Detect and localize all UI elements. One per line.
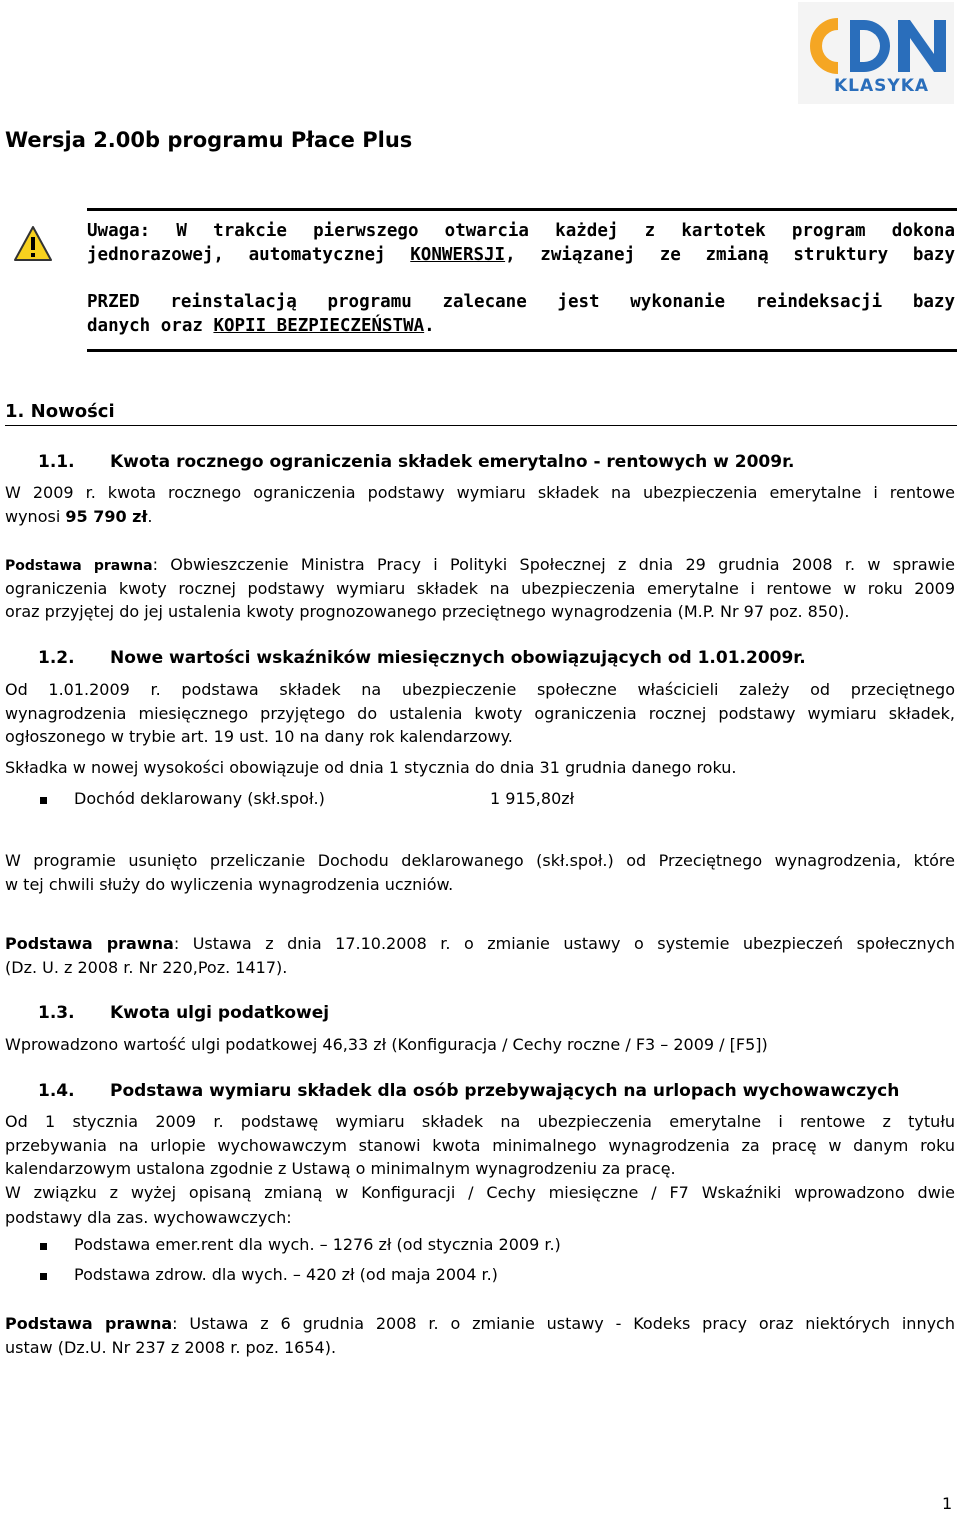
s12-p4-line2: (Dz. U. z 2008 r. Nr 220,Poz. 1417).	[5, 958, 288, 977]
warning-icon	[13, 224, 53, 264]
s11-p1-line1: W 2009 r. kwota rocznego ograniczenia podstawy wymiaru składek na ubezpieczenia emerytalne i rentowe	[5, 483, 955, 502]
s14-p1-line2: przebywania na urlopie wychowawczym stanowi kwota minimalnego wynagrodzenia za pracę w danym roku	[5, 1136, 955, 1155]
s14-heading: Podstawa wymiaru składek dla osób przebywających na urlopach wychowawczych	[110, 1081, 900, 1101]
s12-p1-line2: wynagrodzenia miesięcznego przyjętego do ustalenia kwoty ograniczenia rocznej podstawy wymiaru składek,	[5, 704, 955, 723]
s11-p2-line1: Podstawa prawna: Obwieszczenie Ministra Pracy i Polityki Społecznej z dnia 29 grudnia 2008 r. w sprawie	[5, 555, 955, 574]
s14-p2-line2: podstawy dla zas. wychowawczych:	[5, 1208, 292, 1227]
s14-bullet-1: Podstawa emer.rent dla wych. – 1276 zł (od stycznia 2009 r.)	[74, 1235, 561, 1254]
s12-p1-line1: Od 1.01.2009 r. podstawa składek na ubezpieczenie społeczne właścicieli zależy od przeciętnego	[5, 680, 955, 699]
warning-top-rule	[87, 208, 957, 211]
konwersji-link[interactable]: KONWERSJI	[410, 245, 506, 265]
s13-heading: Kwota ulgi podatkowej	[110, 1003, 330, 1023]
s11-p1-line2: wynosi 95 790 zł.	[5, 507, 153, 526]
s12-p1-line3: ogłoszonego w trybie art. 19 ust. 10 na dany rok kalendarzowy.	[5, 727, 513, 746]
s11-number: 1.1.	[38, 452, 75, 472]
s12-p3-line2: w tej chwili służy do wyliczenia wynagrodzenia uczniów.	[5, 875, 454, 894]
warning-line-2: jednorazowej, automatycznej KONWERSJI, związanej ze zmianą struktury bazy	[87, 245, 955, 265]
kopii-bezpieczenstwa-link[interactable]: KOPII BEZPIECZEŃSTWA	[213, 316, 425, 336]
s14-p1-line3: kalendarzowym ustalona zgodnie z Ustawą o minimalnym wynagrodzeniu za pracę.	[5, 1159, 676, 1178]
s14-p3-line2: ustaw (Dz.U. Nr 237 z 2008 r. poz. 1654).	[5, 1338, 337, 1357]
s12-number: 1.2.	[38, 648, 75, 668]
s11-heading: Kwota rocznego ograniczenia składek emerytalno - rentowych w 2009r.	[110, 452, 795, 472]
s12-p4-line1: Podstawa prawna: Ustawa z dnia 17.10.2008 r. o zmianie ustawy o systemie ubezpieczeń społecznych	[5, 934, 955, 953]
bullet-marker	[40, 1243, 47, 1250]
s13-p1: Wprowadzono wartość ulgi podatkowej 46,33 zł (Konfiguracja / Cechy roczne / F3 – 2009 / [F5])	[5, 1035, 768, 1054]
warning-bottom-rule	[87, 349, 957, 352]
s12-p3-line1: W programie usunięto przeliczanie Dochodu deklarowanego (skł.społ.) od Przeciętnego wynagrodzenia, które	[5, 851, 955, 870]
warning-line-1: Uwaga: W trakcie pierwszego otwarcia każdej z kartotek program dokona	[87, 221, 955, 241]
s14-p3-line1: Podstawa prawna: Ustawa z 6 grudnia 2008 r. o zmianie ustawy - Kodeks pracy oraz niektórych innych	[5, 1314, 955, 1333]
s14-p2-line1: W związku z wyżej opisaną zmianą w Konfiguracji / Cechy miesięczne / F7 Wskaźniki wprowadzono dwie	[5, 1183, 955, 1202]
s14-number: 1.4.	[38, 1081, 75, 1101]
s14-bullet-2: Podstawa zdrow. dla wych. – 420 zł (od maja 2004 r.)	[74, 1265, 498, 1284]
s12-bullet-label: Dochód deklarowany (skł.społ.)	[74, 789, 325, 808]
s11-p2-line2: ograniczenia kwoty rocznej podstawy wymiaru składek na ubezpieczenia emerytalne i rentowe w roku 2009	[5, 579, 955, 598]
document-title: Wersja 2.00b programu Płace Plus	[5, 128, 413, 152]
s12-bullet-value: 1 915,80zł	[490, 789, 575, 808]
page-number: 1	[942, 1494, 953, 1513]
warning-line-3: PRZED reinstalacją programu zalecane jest wykonanie reindeksacji bazy	[87, 292, 955, 312]
logo-subtitle: KLASYKA	[834, 76, 930, 96]
warning-line-4: danych oraz KOPII BEZPIECZEŃSTWA.	[87, 316, 435, 336]
section-heading-nowosci: 1. Nowości	[5, 401, 115, 422]
bullet-marker	[40, 797, 47, 804]
bullet-marker	[40, 1273, 47, 1280]
section-rule	[5, 425, 957, 426]
s14-p1-line1: Od 1 stycznia 2009 r. podstawę wymiaru składek na ubezpieczenia emerytalne i rentowe z tytułu	[5, 1112, 955, 1131]
s11-p2-line3: oraz przyjętej do jej ustalenia kwoty prognozowanego przeciętnego wynagrodzenia (M.P. Nr 97 poz. 850).	[5, 602, 850, 621]
s12-p2: Składka w nowej wysokości obowiązuje od dnia 1 stycznia do dnia 31 grudnia danego roku.	[5, 758, 737, 777]
s12-heading: Nowe wartości wskaźników miesięcznych obowiązujących od 1.01.2009r.	[110, 648, 806, 668]
s13-number: 1.3.	[38, 1003, 75, 1023]
cdn-klasyka-logo	[798, 2, 954, 104]
